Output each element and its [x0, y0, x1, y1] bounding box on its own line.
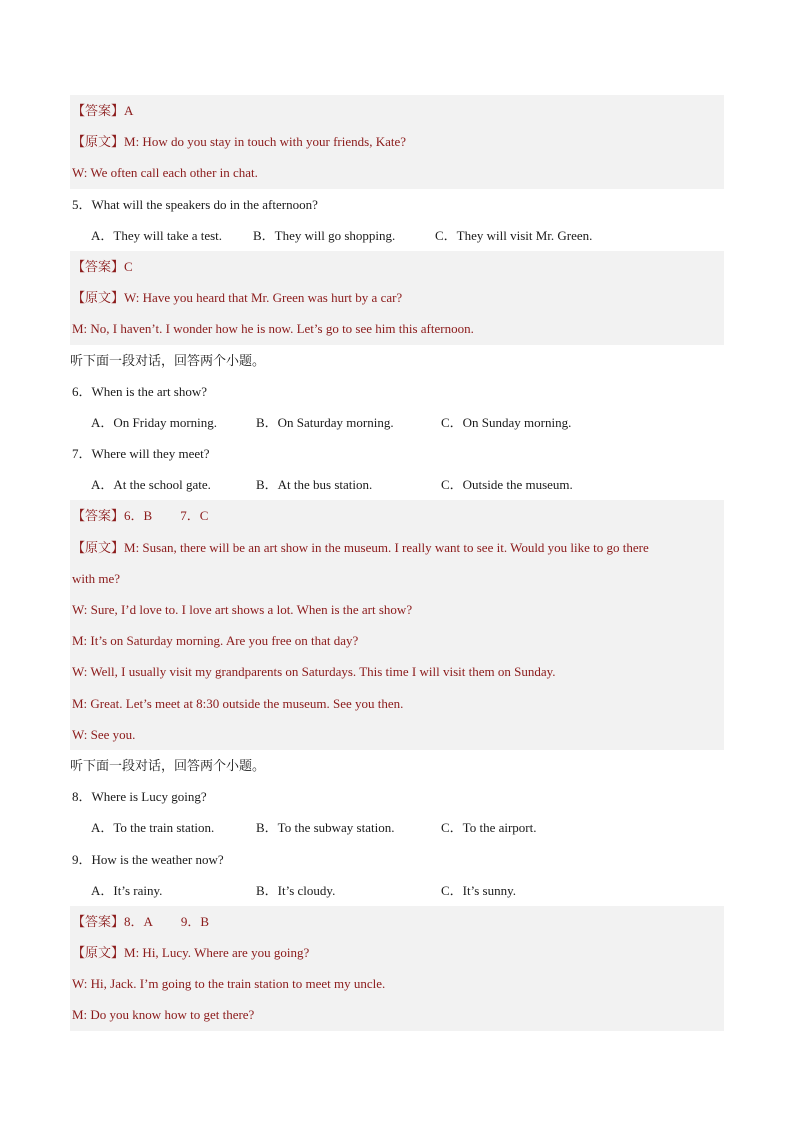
answer-value: 9．B — [180, 913, 210, 929]
answer-label: 【答案】 — [72, 913, 125, 929]
answer-line — [70, 906, 724, 937]
options-5 — [70, 220, 724, 251]
answer-line — [70, 95, 724, 126]
transcript-text: M: It’s on Saturday morning. Are you free on that day? — [72, 633, 359, 649]
transcript-label: 【原文】 — [72, 539, 125, 555]
answer-value: C — [124, 258, 133, 274]
option-c: C．Outside the museum. — [441, 477, 573, 493]
option-b: B．To the subway station. — [256, 820, 395, 836]
transcript-text: M: No, I haven’t. I wonder how he is now. Let’s go to see him this afternoon. — [72, 321, 474, 337]
transcript-text: M: Great. Let’s meet at 8:30 outside the museum. See you then. — [72, 695, 404, 711]
transcript-label: 【原文】 — [72, 134, 125, 150]
section-instruction: 听下面一段对话，回答两个小题。 — [70, 352, 266, 368]
question-text: 9．How is the weather now? — [72, 851, 224, 867]
transcript-line — [70, 625, 724, 656]
option-b: B．They will go shopping. — [253, 227, 396, 243]
transcript-text: M: Hi, Lucy. Where are you going? — [124, 945, 310, 961]
option-a: A．On Friday morning. — [91, 414, 218, 430]
question-9 — [70, 844, 724, 875]
transcript-line — [70, 532, 724, 563]
question-5 — [70, 189, 724, 220]
transcript-text: W: We often call each other in chat. — [72, 165, 258, 181]
transcript-line — [70, 157, 724, 188]
transcript-line — [70, 313, 724, 344]
option-b: B．On Saturday morning. — [256, 414, 394, 430]
section-instruction: 听下面一段对话，回答两个小题。 — [70, 757, 266, 773]
transcript-line — [70, 968, 724, 999]
transcript-label: 【原文】 — [72, 945, 125, 961]
question-8 — [70, 781, 724, 812]
option-c: C．It’s sunny. — [441, 882, 516, 898]
transcript-text: W: See you. — [72, 726, 136, 742]
option-a: A．At the school gate. — [91, 477, 211, 493]
transcript-text: W: Sure, I’d love to. I love art shows a lot. When is the art show? — [72, 602, 413, 617]
question-text: 8．Where is Lucy going? — [72, 789, 207, 805]
option-c: C．On Sunday morning. — [441, 414, 572, 430]
options-6 — [70, 407, 724, 438]
transcript-text: W: Well, I usually visit my grandparents on Saturdays. This time I will visit them on Sunday. — [72, 664, 556, 680]
question-6 — [70, 376, 724, 407]
transcript-line — [70, 656, 724, 687]
transcript-line — [70, 563, 724, 594]
transcript-text: M: How do you stay in touch with your friends, Kate? — [124, 134, 406, 150]
answer-value: A — [124, 103, 134, 118]
transcript-line — [70, 999, 724, 1030]
answer-line — [70, 251, 724, 282]
question-text: 5．What will the speakers do in the afternoon? — [72, 196, 318, 212]
transcript-line — [70, 937, 724, 968]
transcript-text: W: Hi, Jack. I’m going to the train station to meet my uncle. — [72, 976, 386, 992]
transcript-line — [70, 126, 724, 157]
option-c: C．To the airport. — [441, 820, 537, 836]
option-a: A．To the train station. — [91, 820, 215, 836]
question-text: 6．When is the art show? — [72, 383, 208, 399]
answer-value: 8．A — [124, 913, 153, 929]
transcript-line — [70, 719, 724, 750]
answer-value: 7．C — [180, 508, 209, 524]
question-7 — [70, 438, 724, 469]
transcript-line — [70, 594, 724, 625]
options-8 — [70, 812, 724, 843]
option-c: C．They will visit Mr. Green. — [435, 227, 593, 243]
option-b: B．It’s cloudy. — [256, 882, 336, 898]
transcript-line — [70, 688, 724, 719]
question-text: 7．Where will they meet? — [72, 446, 210, 462]
transcript-line — [70, 282, 724, 313]
answer-line — [70, 500, 724, 531]
document-page — [70, 95, 724, 1031]
transcript-text: W: Have you heard that Mr. Green was hurt by a car? — [124, 290, 403, 306]
options-9 — [70, 875, 724, 906]
answer-label: 【答案】 — [72, 508, 125, 524]
answer-label: 【答案】 — [72, 258, 125, 274]
transcript-text: M: Susan, there will be an art show in the museum. I really want to see it. Would you like to go there — [124, 539, 649, 555]
transcript-text: M: Do you know how to get there? — [72, 1007, 255, 1023]
option-b: B．At the bus station. — [256, 477, 373, 493]
option-a: A．It’s rainy. — [91, 882, 163, 898]
transcript-label: 【原文】 — [72, 290, 125, 306]
answer-label: 【答案】 — [72, 103, 125, 118]
transcript-text: with me? — [72, 570, 121, 586]
answer-value: 6．B — [124, 508, 153, 524]
option-a: A．They will take a test. — [91, 227, 223, 243]
options-7 — [70, 469, 724, 500]
